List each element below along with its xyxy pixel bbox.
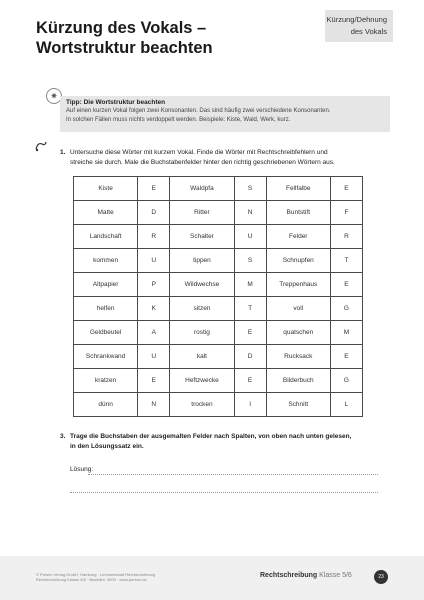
grid-row	[74, 321, 363, 345]
word-cell: Geldbeutel	[74, 321, 138, 345]
letter-cell[interactable]: S	[234, 177, 266, 201]
letter-cell[interactable]: R	[330, 225, 362, 249]
footer-brand-sub: Klasse 5/6	[319, 572, 352, 579]
word-cell: Matte	[74, 201, 138, 225]
word-cell: Buntstift	[266, 201, 330, 225]
word-cell: quatschen	[266, 321, 330, 345]
letter-cell[interactable]: K	[138, 297, 170, 321]
word-cell: voll	[266, 297, 330, 321]
letter-cell[interactable]: T	[234, 297, 266, 321]
letter-cell[interactable]: E	[138, 177, 170, 201]
word-cell: Rucksack	[266, 345, 330, 369]
tip-line-2: In solchen Fällen muss nichts verdoppelt werden. Beispiele: Kiste, Wald, Werk, kurz.	[66, 117, 291, 123]
grid-row	[74, 201, 363, 225]
topic-tag-line2: des Vokals	[350, 27, 387, 36]
answer-label: Lösung:	[70, 466, 94, 473]
letter-cell[interactable]: G	[330, 369, 362, 393]
grid-row	[74, 225, 363, 249]
word-cell: sitzen	[170, 297, 234, 321]
page-title-line1: Kürzung des Vokals –	[36, 19, 207, 37]
grid-row	[74, 297, 363, 321]
word-cell: Wildwechse	[170, 273, 234, 297]
letter-cell[interactable]: E	[330, 177, 362, 201]
grid-row	[74, 177, 363, 201]
footer-brand	[260, 572, 352, 579]
letter-cell[interactable]: I	[234, 393, 266, 417]
word-cell: Waldpfa	[170, 177, 234, 201]
letter-cell[interactable]: U	[138, 345, 170, 369]
word-cell: Fellfalbe	[266, 177, 330, 201]
lightbulb-icon: ✷	[46, 88, 62, 104]
answer-line-1[interactable]	[88, 474, 378, 475]
letter-cell[interactable]: E	[138, 369, 170, 393]
word-cell: helfen	[74, 297, 138, 321]
word-cell: Ritter	[170, 201, 234, 225]
letter-cell[interactable]: U	[138, 249, 170, 273]
word-cell: Schnupfen	[266, 249, 330, 273]
page-title-line2: Wortstruktur beachten	[36, 39, 213, 57]
word-cell: Kiste	[74, 177, 138, 201]
grid-row	[74, 273, 363, 297]
letter-cell[interactable]: D	[234, 345, 266, 369]
task-1-number: 1.	[60, 149, 66, 156]
word-cell: Felder	[266, 225, 330, 249]
tip-box	[60, 96, 390, 132]
task-3-number: 3.	[60, 433, 66, 440]
topic-tag	[325, 10, 393, 42]
letter-cell[interactable]: N	[138, 393, 170, 417]
footer-brand-name: Rechtschreibung	[260, 572, 318, 579]
task-3-text-2: in den Lösungssatz ein.	[70, 443, 144, 450]
topic-tag-line1: Kürzung/Dehnung	[326, 15, 387, 24]
pencil-icon	[34, 140, 48, 152]
letter-cell[interactable]: T	[330, 249, 362, 273]
letter-cell[interactable]: E	[330, 345, 362, 369]
letter-cell[interactable]: E	[234, 369, 266, 393]
tip-heading: Tipp: Die Wortstruktur beachten	[66, 99, 166, 106]
word-cell: Schnitt	[266, 393, 330, 417]
word-grid	[73, 176, 363, 417]
word-cell: Schrankwand	[74, 345, 138, 369]
footer-fineprint	[36, 572, 155, 582]
letter-cell[interactable]: R	[138, 225, 170, 249]
word-cell: tippen	[170, 249, 234, 273]
letter-cell[interactable]: N	[234, 201, 266, 225]
grid-row	[74, 345, 363, 369]
letter-cell[interactable]: S	[234, 249, 266, 273]
letter-cell[interactable]: M	[330, 321, 362, 345]
word-cell: rostig	[170, 321, 234, 345]
letter-cell[interactable]: M	[234, 273, 266, 297]
grid-row	[74, 369, 363, 393]
word-cell: Bilderbuch	[266, 369, 330, 393]
word-cell: trocken	[170, 393, 234, 417]
grid-row	[74, 249, 363, 273]
task-3-text-1: Trage die Buchstaben der ausgemalten Felder nach Spalten, von oben nach unten gelesen,	[70, 433, 352, 440]
word-cell: Treppenhaus	[266, 273, 330, 297]
grid-row	[74, 393, 363, 417]
letter-cell[interactable]: U	[234, 225, 266, 249]
task-1-text-1: Untersuche diese Wörter mit kurzem Vokal. Finde die Wörter mit Rechtschreibfehlern und	[70, 149, 328, 156]
letter-cell[interactable]: P	[138, 273, 170, 297]
letter-cell[interactable]: G	[330, 297, 362, 321]
letter-cell[interactable]: E	[234, 321, 266, 345]
footer-fine-2: Rechtschreibung Klasse 5/6 · Bestellnr. 3000 · www.persen.de	[36, 577, 147, 582]
task-3	[60, 432, 351, 452]
page-title	[36, 18, 213, 58]
word-cell: Landschaft	[74, 225, 138, 249]
page-number: 23	[374, 570, 388, 584]
letter-cell[interactable]: A	[138, 321, 170, 345]
page-footer	[0, 556, 424, 600]
letter-cell[interactable]: E	[330, 273, 362, 297]
footer-fine-1: © Persen Verlag GmbH, Hamburg · Lernwerkstatt Rechtschreibung	[36, 572, 156, 577]
word-cell: Schalter	[170, 225, 234, 249]
answer-line-2[interactable]	[70, 492, 378, 493]
word-cell: dünn	[74, 393, 138, 417]
word-cell: kommen	[74, 249, 138, 273]
tip-line-1: Auf einen kurzen Vokal folgen zwei Konsonanten. Das sind häufig zwei verschiedene Konsonanten.	[66, 108, 331, 114]
letter-cell[interactable]: F	[330, 201, 362, 225]
letter-cell[interactable]: D	[138, 201, 170, 225]
word-cell: Heftzwecke	[170, 369, 234, 393]
word-cell: kratzen	[74, 369, 138, 393]
task-1-text-2: streiche sie durch. Male die Buchstabenfelder hinter den richtig geschriebenen Wörtern aus.	[70, 159, 335, 166]
task-1	[60, 148, 335, 168]
word-cell: Altpapier	[74, 273, 138, 297]
word-cell: kalt	[170, 345, 234, 369]
letter-cell[interactable]: L	[330, 393, 362, 417]
